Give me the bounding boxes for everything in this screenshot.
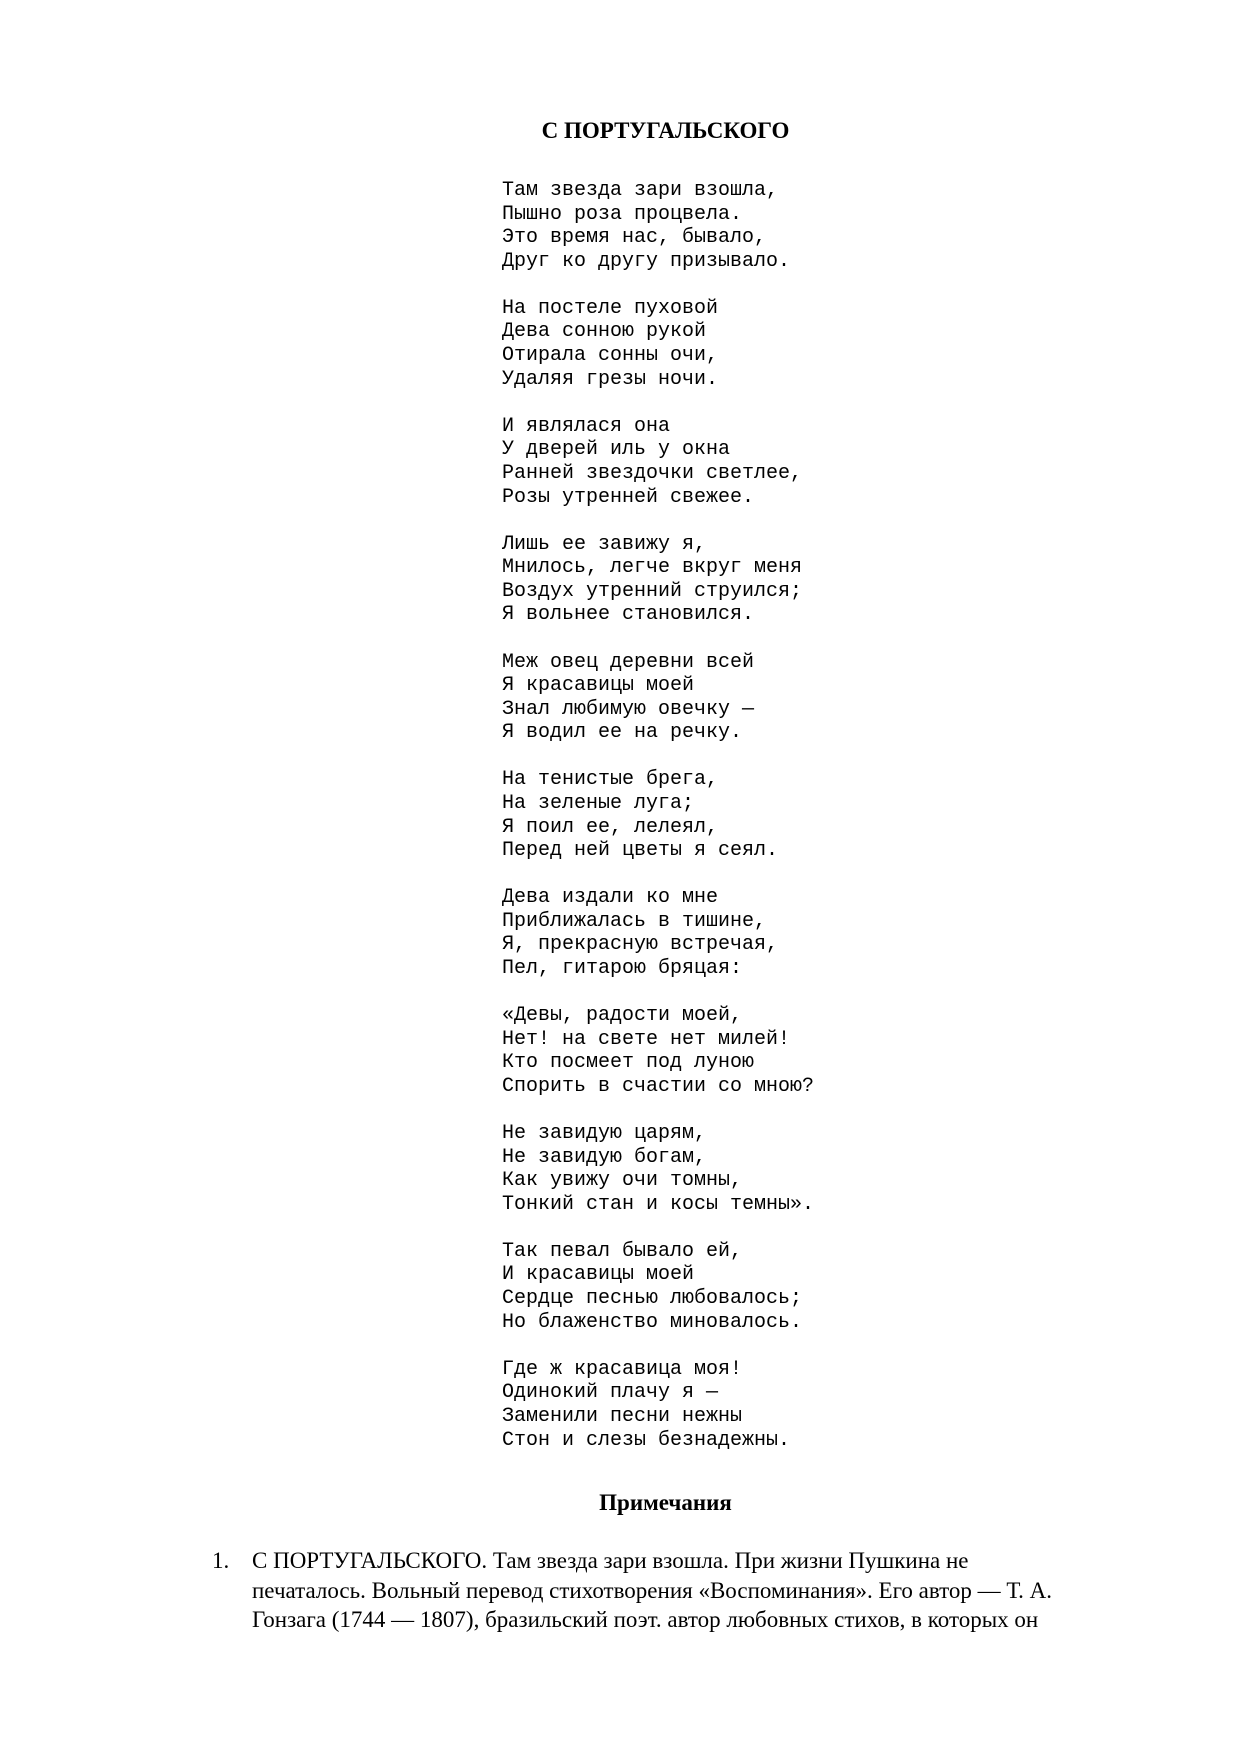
poem-line: Так певал бывало ей, bbox=[502, 1239, 743, 1263]
poem-line: Стон и слезы безнадежны. bbox=[502, 1428, 791, 1452]
poem-line: «Девы, радости моей, bbox=[502, 1004, 743, 1028]
poem-line: Ранней звездочки светлее, bbox=[502, 461, 803, 485]
note-item bbox=[212, 1546, 1152, 1635]
poem-line: Сердце песнью любовалось; bbox=[502, 1287, 803, 1311]
poem-line: Перед ней цветы я сеял. bbox=[502, 839, 779, 863]
poem-line: Нет! на свете нет милей! bbox=[502, 1027, 791, 1051]
stanza bbox=[502, 886, 814, 980]
poem-line: Где ж красавица моя! bbox=[502, 1357, 743, 1381]
poem-line: Лишь ее завижу я, bbox=[502, 532, 707, 556]
poem-line: Воздух утренний струился; bbox=[502, 579, 803, 603]
stanza bbox=[502, 768, 814, 862]
note-number: 1. bbox=[212, 1548, 230, 1573]
poem-body bbox=[502, 179, 814, 1452]
poem-line: Спорить в счастии со мною? bbox=[502, 1074, 815, 1098]
poem-line: Знал любимую овечку — bbox=[502, 697, 755, 721]
poem-line: На тенистые брега, bbox=[502, 768, 719, 792]
note-text-line: Гонзага (1744 — 1807), бразильский поэт. автор любовных стихов, в которых он bbox=[252, 1607, 1039, 1632]
poem-line: Заменили песни нежны bbox=[502, 1404, 743, 1428]
note-text-line: С ПОРТУГАЛЬСКОГО. Там звезда зари взошла. При жизни Пушкина не bbox=[252, 1548, 969, 1573]
poem-title: С ПОРТУГАЛЬСКОГО bbox=[541, 118, 790, 143]
poem-line: Розы утренней свежее. bbox=[502, 485, 755, 509]
poem-line: На зеленые луга; bbox=[502, 791, 695, 815]
poem-line: Пышно роза процвела. bbox=[502, 202, 743, 226]
stanza bbox=[502, 533, 814, 627]
poem-line: Не завидую царям, bbox=[502, 1122, 707, 1145]
poem-line: Приближалась в тишине, bbox=[502, 909, 767, 933]
stanza bbox=[502, 297, 814, 391]
poem-line: Как увижу очи томны, bbox=[502, 1169, 743, 1193]
poem-line: Мнилось, легче вкруг меня bbox=[502, 556, 803, 580]
poem-line: Тонкий стан и косы темны». bbox=[502, 1192, 815, 1216]
poem-line: И красавицы моей bbox=[502, 1263, 695, 1287]
poem-line: Не завидую богам, bbox=[502, 1145, 707, 1169]
poem-line: Меж овец деревни всей bbox=[502, 650, 755, 674]
stanza bbox=[502, 651, 814, 745]
poem-line: Отирала сонны очи, bbox=[502, 344, 719, 368]
stanza bbox=[502, 415, 814, 509]
poem-line: Друг ко другу призывало. bbox=[502, 249, 791, 273]
notes-list bbox=[212, 1546, 1152, 1635]
poem-line: Одинокий плачу я — bbox=[502, 1381, 719, 1405]
poem-line: Но блаженство миновалось. bbox=[502, 1310, 803, 1334]
stanza bbox=[502, 1240, 814, 1334]
poem-line: Пел, гитарою бряцая: bbox=[502, 957, 743, 981]
poem-line: Я поил ее, лелеял, bbox=[502, 815, 719, 839]
stanza bbox=[502, 1358, 814, 1452]
poem-line: Я красавицы моей bbox=[502, 674, 695, 698]
poem-line: Я, прекрасную встречая, bbox=[502, 933, 779, 957]
stanza bbox=[502, 1004, 814, 1098]
poem-line: На постеле пуховой bbox=[502, 296, 719, 320]
poem-line: Дева издали ко мне bbox=[502, 886, 719, 910]
note-text-line: печаталось. Вольный перевод стихотворения «Воспоминания». Его автор — Т. А. bbox=[252, 1577, 1053, 1603]
stanza bbox=[502, 179, 814, 273]
poem-line: Там звезда зари взошла, bbox=[502, 179, 779, 202]
notes-heading: Примечания bbox=[599, 1490, 732, 1515]
poem-line: Я водил ее на речку. bbox=[502, 721, 743, 745]
poem-line: Я вольнее становился. bbox=[502, 603, 755, 627]
poem-line: Дева сонною рукой bbox=[502, 320, 707, 344]
poem-line: Это время нас, бывало, bbox=[502, 226, 767, 250]
poem-line: И являлася она bbox=[502, 414, 671, 438]
poem-line: Удаляя грезы ночи. bbox=[502, 367, 719, 391]
stanza bbox=[502, 1122, 814, 1216]
poem-line: Кто посмеет под луною bbox=[502, 1051, 755, 1075]
poem-line: У дверей иль у окна bbox=[502, 438, 731, 462]
